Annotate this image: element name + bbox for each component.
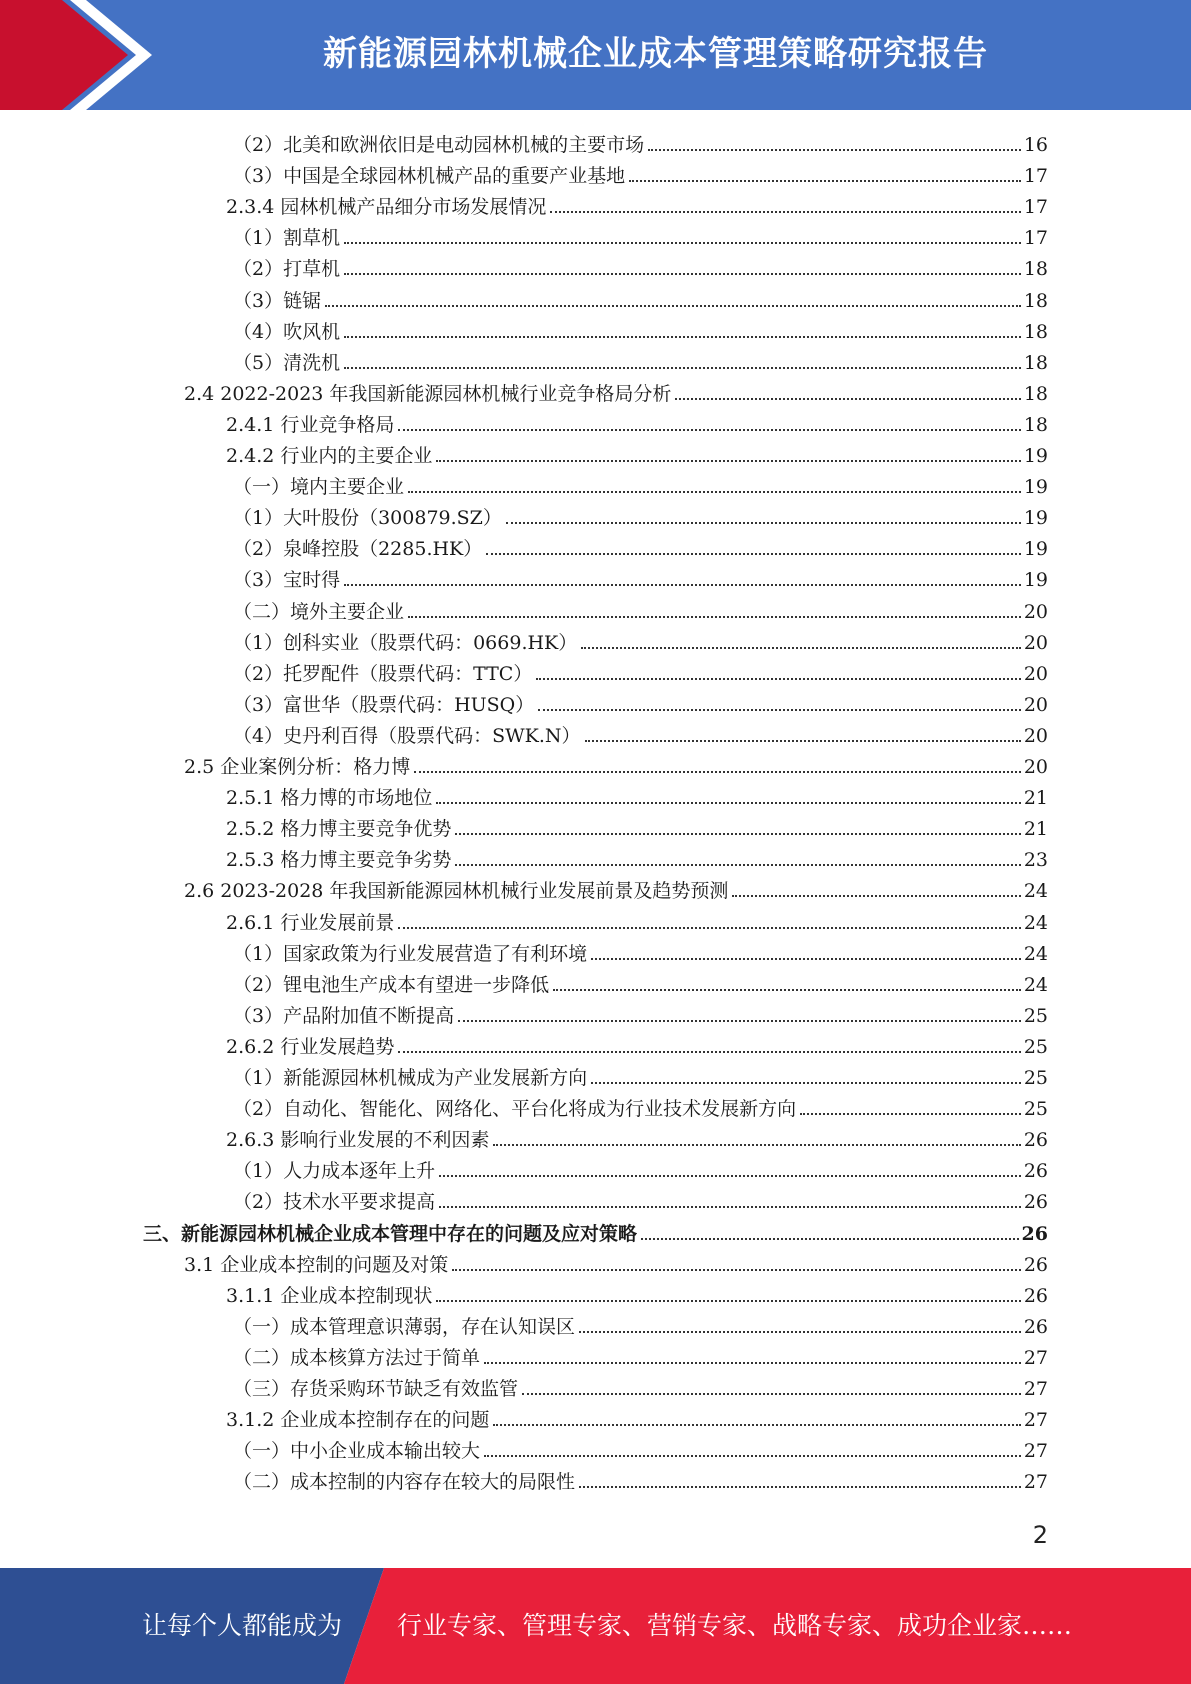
toc-leader-dots bbox=[591, 1082, 1021, 1084]
page-number: 2 bbox=[1032, 1521, 1048, 1549]
toc-leader-dots bbox=[414, 771, 1021, 773]
toc-entry-page: 24 bbox=[1023, 942, 1048, 965]
toc-entry-title: （2）泉峰控股（2285.HK） bbox=[233, 538, 483, 561]
toc-entry[interactable] bbox=[233, 500, 1048, 531]
toc-entry-page: 23 bbox=[1023, 849, 1048, 872]
toc-entry-page: 17 bbox=[1023, 165, 1048, 188]
toc-entry[interactable] bbox=[233, 531, 1048, 562]
toc-entry-page: 19 bbox=[1023, 569, 1048, 592]
toc-leader-dots bbox=[506, 522, 1021, 524]
toc-entry-page: 27 bbox=[1023, 1409, 1048, 1432]
toc-entry[interactable] bbox=[143, 1216, 1048, 1247]
toc-entry[interactable] bbox=[233, 1309, 1048, 1340]
toc-entry-title: （1）国家政策为行业发展营造了有利环境 bbox=[233, 942, 588, 965]
toc-leader-dots bbox=[579, 1331, 1021, 1333]
toc-entry[interactable] bbox=[184, 376, 1048, 407]
footer-slogan-right: 行业专家、管理专家、营销专家、战略专家、成功企业家…… bbox=[397, 1611, 1073, 1640]
toc-entry-title: （一）中小企业成本输出较大 bbox=[233, 1440, 481, 1463]
toc-leader-dots bbox=[591, 958, 1021, 960]
toc-entry-page: 18 bbox=[1023, 382, 1048, 405]
toc-entry[interactable] bbox=[233, 1153, 1048, 1184]
toc-entry-title: 2.3.4 园林机械产品细分市场发展情况 bbox=[226, 196, 547, 219]
toc-entry-title: （2）北美和欧洲依旧是电动园林机械的主要市场 bbox=[233, 134, 645, 156]
toc-entry[interactable] bbox=[233, 314, 1048, 345]
toc-entry-page: 18 bbox=[1023, 351, 1048, 374]
toc-leader-dots bbox=[455, 833, 1020, 835]
toc-entry[interactable] bbox=[233, 1340, 1048, 1371]
toc-entry-title: 2.4 2022-2023 年我国新能源园林机械行业竞争格局分析 bbox=[184, 382, 672, 405]
toc-leader-dots bbox=[484, 1362, 1021, 1364]
arrow-decoration bbox=[0, 0, 160, 110]
toc-entry-title: （1）创科实业（股票代码：0669.HK） bbox=[233, 631, 578, 654]
toc-entry[interactable] bbox=[226, 905, 1048, 936]
toc-entry-page: 26 bbox=[1023, 1315, 1048, 1338]
toc-entry-title: 3.1.1 企业成本控制现状 bbox=[226, 1284, 433, 1307]
toc-leader-dots bbox=[579, 1486, 1021, 1488]
toc-entry-page: 17 bbox=[1023, 227, 1048, 250]
toc-entry-title: （二）成本核算方法过于简单 bbox=[233, 1346, 481, 1369]
toc-entry-title: （3）宝时得 bbox=[233, 569, 341, 592]
toc-entry[interactable] bbox=[233, 220, 1048, 251]
toc-leader-dots bbox=[436, 460, 1020, 462]
toc-leader-dots bbox=[436, 1300, 1020, 1302]
toc-entry[interactable] bbox=[226, 189, 1048, 220]
toc-entry-page: 26 bbox=[1023, 1253, 1048, 1276]
toc-entry[interactable] bbox=[233, 251, 1048, 282]
toc-entry-page: 27 bbox=[1023, 1378, 1048, 1400]
toc-leader-dots bbox=[732, 895, 1020, 897]
toc-entry[interactable] bbox=[226, 407, 1048, 438]
toc-entry-page: 21 bbox=[1023, 818, 1048, 841]
toc-entry-title: 三、新能源园林机械企业成本管理中存在的问题及应对策略 bbox=[143, 1222, 638, 1245]
toc-entry-page: 24 bbox=[1023, 880, 1048, 903]
toc-entry-title: （4）史丹利百得（股票代码：SWK.N） bbox=[233, 724, 581, 747]
toc-entry-title: 2.5.1 格力博的市场地位 bbox=[226, 787, 433, 810]
toc-entry-page: 27 bbox=[1023, 1346, 1048, 1369]
toc-entry-page: 20 bbox=[1023, 662, 1048, 685]
toc-entry[interactable] bbox=[233, 718, 1048, 749]
toc-entry[interactable] bbox=[226, 811, 1048, 842]
toc-entry[interactable] bbox=[233, 936, 1048, 967]
toc-entry-page: 20 bbox=[1023, 693, 1048, 716]
toc-entry-title: （2）技术水平要求提高 bbox=[233, 1191, 436, 1214]
toc-entry-page: 19 bbox=[1023, 445, 1048, 467]
toc-entry-title: 2.6 2023-2028 年我国新能源园林机械行业发展前景及趋势预测 bbox=[184, 880, 729, 903]
toc-leader-dots bbox=[550, 211, 1020, 213]
toc-leader-dots bbox=[344, 273, 1021, 275]
toc-entry[interactable] bbox=[233, 1433, 1048, 1464]
toc-entry-title: 2.6.1 行业发展前景 bbox=[226, 911, 395, 934]
toc-leader-dots bbox=[800, 1113, 1021, 1115]
toc-entry-title: 2.4.2 行业内的主要企业 bbox=[226, 445, 433, 467]
toc-entry-title: （一）境内主要企业 bbox=[233, 476, 405, 499]
toc-entry-title: （1）割草机 bbox=[233, 227, 341, 250]
toc-leader-dots bbox=[408, 491, 1021, 493]
toc-entry[interactable] bbox=[233, 687, 1048, 718]
toc-entry-title: （2）托罗配件（股票代码：TTC） bbox=[233, 662, 533, 685]
toc-entry[interactable] bbox=[233, 656, 1048, 687]
toc-entry-title: （3）中国是全球园林机械产品的重要产业基地 bbox=[233, 165, 626, 188]
toc-leader-dots bbox=[553, 989, 1021, 991]
toc-entry-title: 2.5 企业案例分析：格力博 bbox=[184, 756, 411, 778]
toc-entry-page: 19 bbox=[1023, 507, 1048, 530]
toc-entry-page: 25 bbox=[1023, 1035, 1048, 1058]
toc-entry[interactable] bbox=[233, 1091, 1048, 1122]
toc-entry-page: 16 bbox=[1023, 134, 1048, 156]
toc-entry-page: 20 bbox=[1023, 756, 1048, 778]
toc-entry[interactable] bbox=[184, 873, 1048, 904]
header-banner bbox=[0, 0, 1191, 110]
toc-entry-page: 27 bbox=[1023, 1440, 1048, 1463]
toc-entry[interactable] bbox=[184, 1247, 1048, 1278]
toc-leader-dots bbox=[408, 616, 1021, 618]
toc-entry[interactable] bbox=[184, 749, 1048, 780]
toc-leader-dots bbox=[344, 367, 1021, 369]
toc-entry-title: （3）富世华（股票代码：HUSQ） bbox=[233, 693, 535, 716]
toc-entry-title: 2.6.3 影响行业发展的不利因素 bbox=[226, 1129, 490, 1152]
toc-entry-page: 25 bbox=[1023, 1098, 1048, 1121]
toc-entry-title: 2.5.2 格力博主要竞争优势 bbox=[226, 818, 452, 841]
toc-entry-page: 25 bbox=[1023, 1004, 1048, 1027]
toc-entry-page: 24 bbox=[1023, 973, 1048, 996]
toc-entry-title: （1）新能源园林机械成为产业发展新方向 bbox=[233, 1067, 588, 1089]
toc-leader-dots bbox=[436, 802, 1020, 804]
toc-leader-dots bbox=[585, 740, 1021, 742]
toc-entry-page: 20 bbox=[1023, 600, 1048, 623]
toc-entry-title: （5）清洗机 bbox=[233, 351, 341, 374]
toc-leader-dots bbox=[484, 1455, 1021, 1457]
toc-leader-dots bbox=[344, 336, 1021, 338]
toc-entry[interactable] bbox=[233, 158, 1048, 189]
toc-leader-dots bbox=[536, 678, 1020, 680]
toc-entry[interactable] bbox=[233, 469, 1048, 500]
toc-entry[interactable] bbox=[233, 283, 1048, 314]
toc-entry[interactable] bbox=[233, 594, 1048, 625]
toc-entry-title: 3.1 企业成本控制的问题及对策 bbox=[184, 1253, 449, 1276]
toc-entry-page: 17 bbox=[1023, 196, 1048, 219]
toc-entry-page: 26 bbox=[1023, 1284, 1048, 1307]
toc-leader-dots bbox=[398, 927, 1020, 929]
toc-leader-dots bbox=[522, 1393, 1021, 1395]
toc-leader-dots bbox=[398, 429, 1020, 431]
toc-entry-page: 20 bbox=[1023, 724, 1048, 747]
toc-entry[interactable] bbox=[226, 438, 1048, 469]
toc-entry-title: （2）锂电池生产成本有望进一步降低 bbox=[233, 973, 550, 996]
toc-entry-title: （2）自动化、智能化、网络化、平台化将成为行业技术发展新方向 bbox=[233, 1098, 797, 1121]
footer-banner bbox=[0, 1568, 1191, 1684]
toc-leader-dots bbox=[455, 864, 1020, 866]
toc-entry-page: 26 bbox=[1023, 1191, 1048, 1214]
toc-leader-dots bbox=[493, 1424, 1020, 1426]
toc-entry[interactable] bbox=[226, 1029, 1048, 1060]
toc-leader-dots bbox=[629, 180, 1021, 182]
toc-entry-title: （2）打草机 bbox=[233, 258, 341, 281]
toc-leader-dots bbox=[439, 1206, 1021, 1208]
toc-entry-page: 19 bbox=[1023, 538, 1048, 561]
toc-entry-title: 2.6.2 行业发展趋势 bbox=[226, 1035, 395, 1058]
toc-entry-title: （3）链锯 bbox=[233, 289, 322, 312]
toc-leader-dots bbox=[493, 1144, 1020, 1146]
toc-entry[interactable] bbox=[233, 562, 1048, 593]
toc-entry-title: （4）吹风机 bbox=[233, 320, 341, 343]
toc-entry-title: （三）存货采购环节缺乏有效监管 bbox=[233, 1378, 519, 1400]
toc-entry[interactable] bbox=[233, 1060, 1048, 1091]
toc-entry-page: 18 bbox=[1023, 289, 1048, 312]
toc-entry-page: 20 bbox=[1023, 631, 1048, 654]
toc-leader-dots bbox=[325, 305, 1021, 307]
toc-entry[interactable] bbox=[226, 1278, 1048, 1309]
toc-entry-title: （二）成本控制的内容存在较大的局限性 bbox=[233, 1471, 576, 1494]
toc-entry[interactable] bbox=[233, 1464, 1048, 1495]
toc-leader-dots bbox=[641, 1238, 1019, 1240]
toc-entry[interactable] bbox=[233, 967, 1048, 998]
toc-entry[interactable] bbox=[233, 1184, 1048, 1215]
toc-entry[interactable] bbox=[226, 1122, 1048, 1153]
footer-slogan-left: 让每个人都能成为 bbox=[142, 1611, 343, 1640]
toc-leader-dots bbox=[581, 647, 1021, 649]
toc-leader-dots bbox=[439, 1175, 1021, 1177]
toc-entry[interactable] bbox=[233, 998, 1048, 1029]
toc-entry-title: （二）境外主要企业 bbox=[233, 600, 405, 623]
toc-entry-page: 27 bbox=[1023, 1471, 1048, 1494]
toc-entry[interactable] bbox=[226, 780, 1048, 811]
document-title: 新能源园林机械企业成本管理策略研究报告 bbox=[323, 34, 988, 74]
toc-entry-page: 18 bbox=[1023, 320, 1048, 343]
toc-leader-dots bbox=[452, 1269, 1021, 1271]
toc-entry-page: 26 bbox=[1023, 1160, 1048, 1183]
toc-entry-page: 26 bbox=[1021, 1222, 1048, 1245]
toc-entry-title: （1）人力成本逐年上升 bbox=[233, 1160, 436, 1183]
toc-leader-dots bbox=[398, 1051, 1020, 1053]
toc-leader-dots bbox=[344, 242, 1021, 244]
toc-entry-page: 26 bbox=[1023, 1129, 1048, 1152]
toc-entry-page: 25 bbox=[1023, 1067, 1048, 1089]
toc-entry-page: 18 bbox=[1023, 258, 1048, 281]
toc-leader-dots bbox=[648, 149, 1021, 151]
toc-leader-dots bbox=[538, 709, 1021, 711]
toc-leader-dots bbox=[458, 1020, 1021, 1022]
toc-entry-title: 2.4.1 行业竞争格局 bbox=[226, 413, 395, 436]
toc-entry-page: 21 bbox=[1023, 787, 1048, 810]
toc-entry-page: 18 bbox=[1023, 413, 1048, 436]
toc-leader-dots bbox=[344, 584, 1021, 586]
toc-entry-title: （一）成本管理意识薄弱，存在认知误区 bbox=[233, 1315, 576, 1338]
toc-entry-page: 24 bbox=[1023, 911, 1048, 934]
toc-leader-dots bbox=[486, 553, 1021, 555]
toc-entry-title: 2.5.3 格力博主要竞争劣势 bbox=[226, 849, 452, 872]
toc-entry[interactable] bbox=[233, 625, 1048, 656]
toc-entry[interactable] bbox=[233, 127, 1048, 158]
toc-leader-dots bbox=[675, 398, 1020, 400]
toc-entry-page: 19 bbox=[1023, 476, 1048, 499]
toc-entry[interactable] bbox=[233, 1371, 1048, 1402]
toc-entry[interactable] bbox=[226, 1402, 1048, 1433]
toc-entry[interactable] bbox=[226, 842, 1048, 873]
toc-entry-title: （3）产品附加值不断提高 bbox=[233, 1004, 455, 1027]
toc-entry-title: （1）大叶股份（300879.SZ） bbox=[233, 507, 502, 530]
toc-entry[interactable] bbox=[233, 345, 1048, 376]
toc-entry-title: 3.1.2 企业成本控制存在的问题 bbox=[226, 1409, 490, 1432]
